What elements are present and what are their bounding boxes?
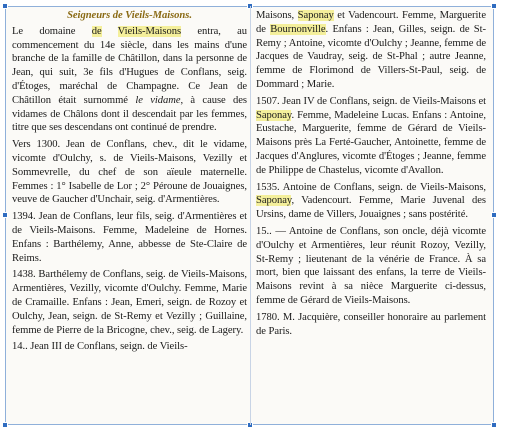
paragraph (12, 25, 247, 135)
right-column (256, 9, 486, 341)
paragraph (256, 181, 486, 222)
highlighted-term: de (91, 25, 102, 37)
text-run: 15.. — Antoine de Conflans, son oncle, déjà vicomte d'Oulchy et Armentières, leur réunit Rozoy, Vezilly, St-Remy ; lieutenant de la vénérie de France. À sa mort, bien que laissant des enfans, la terre de Vieils-Maisons revint à sa nièce Marguerite ci-dessus, femme de Gérard de Vieils-Maisons. (256, 225, 486, 306)
italic-term: le vidame (135, 94, 181, 106)
paragraph (12, 210, 247, 265)
text-run: Vers 1300. Jean de Conflans, chev., dit le vidame, vicomte d'Oulchy, s. de Vieils-Maisons, Vezilly et Sommevrelle, du chef de son aïeule maternelle. Femmes : 1° Isabelle de Lor ; 2° Péroune de Jouaignes, veuve de Gaucher d'Unchair, seig. d'Armentières. (12, 139, 247, 206)
left-column (12, 9, 247, 357)
highlighted-term: Vieils-Maisons (117, 25, 182, 37)
resize-handle-middle-left[interactable] (2, 212, 8, 218)
resize-handle-middle-right[interactable] (491, 212, 497, 218)
text-run: . Femme, Madeleine Lucas. Enfans : Antoine, Eustache, Marguerite, femme de Gérard de Vieils-Maisons près La Ferté-Gaucher, Antoinette, femme de Jacques d'Anglures, vicomte d'Étoges ; Jeanne, femme de Philippe de Chastelus, vicomte d'Avallon. (256, 109, 486, 176)
paragraph (12, 268, 247, 337)
text-run (102, 26, 118, 37)
resize-handle-bottom-left[interactable] (2, 422, 8, 428)
column-divider (250, 6, 251, 425)
paragraph (256, 9, 486, 92)
text-run: 1507. Jean IV de Conflans, seign. de Vieils-Maisons et (256, 95, 486, 107)
resize-handle-top-left[interactable] (2, 3, 8, 9)
paragraph (12, 138, 247, 207)
highlighted-term: Saponay (297, 10, 334, 21)
left-column-body (12, 25, 247, 354)
highlighted-term: Saponay (256, 195, 292, 207)
resize-handle-bottom-right[interactable] (491, 422, 497, 428)
paragraph (256, 95, 486, 178)
text-run: entra, au commencement du 14e siècle, dans les mains d'une branche de la famille de Châtillon, dans la personne de Jean, qui suit, 3e fils d'Hugues de Conflans, seig. d'Étoges, maréchal de Champagne. Ce Jean de Châtillon était surnommé (12, 25, 247, 106)
text-run: 1780. M. Jacquière, conseiller honoraire au parlement de Paris. (256, 311, 486, 337)
text-run: Le domaine (12, 25, 92, 37)
text-run: , Vadencourt. Femme, Marie Juvenal des Ursins, dame de Villers, Jouaignes ; sans postérité. (256, 195, 486, 221)
paragraph (256, 311, 486, 339)
paragraph (12, 340, 247, 354)
highlighted-term: Saponay (256, 109, 292, 121)
right-column-body (256, 9, 486, 338)
paragraph (256, 225, 486, 308)
text-run: 1438. Barthélemy de Conflans, seig. de Vieils-Maisons, Armentières, Vezilly, vicomte d'Oulchy. Femme, Marie de Cramaille. Enfans : Jean, Emeri, seign. de Rozoy et Oulchy, Jean, seign. de St-Remy et Vezilly ; Guillaine, femme de Pierre de la Bricogne, chev., seig. de Lagery. (12, 269, 247, 336)
text-run: 1535. Antoine de Conflans, seign. de Vieils-Maisons, (256, 181, 486, 193)
section-heading: Seigneurs de Vieils-Maisons. (67, 10, 192, 21)
text-run: Maisons, (256, 10, 298, 21)
text-run: 14.. Jean III de Conflans, seign. de Vieils- (12, 341, 188, 353)
text-run: , à cause des vidames de Châlons dont il descendait par les femmes, titre que ses descendans ont continué de prendre. (12, 94, 248, 134)
resize-handle-top-right[interactable] (491, 3, 497, 9)
highlighted-term: Bournonville (270, 23, 326, 35)
text-run: . Enfans : Jean, Gilles, seign. de St-Remy ; Antoine, vicomte d'Oulchy ; Jeanne, femme de Jacques de Vaudray, seig. de St-Phal ; autre Jeanne, femme de Florimond de Villers-St-Paul, seig. de Dommard ; Marie. (256, 23, 486, 90)
text-run: et Vadencourt. Femme, Marguerite de (256, 10, 486, 35)
text-run: 1394. Jean de Conflans, leur fils, seig. d'Armentières et de Vieils-Maisons. Femme, Madeleine de Hornes. Enfans : Barthélemy, Anne, abbesse de Ste-Claire de Reims. (12, 211, 247, 264)
